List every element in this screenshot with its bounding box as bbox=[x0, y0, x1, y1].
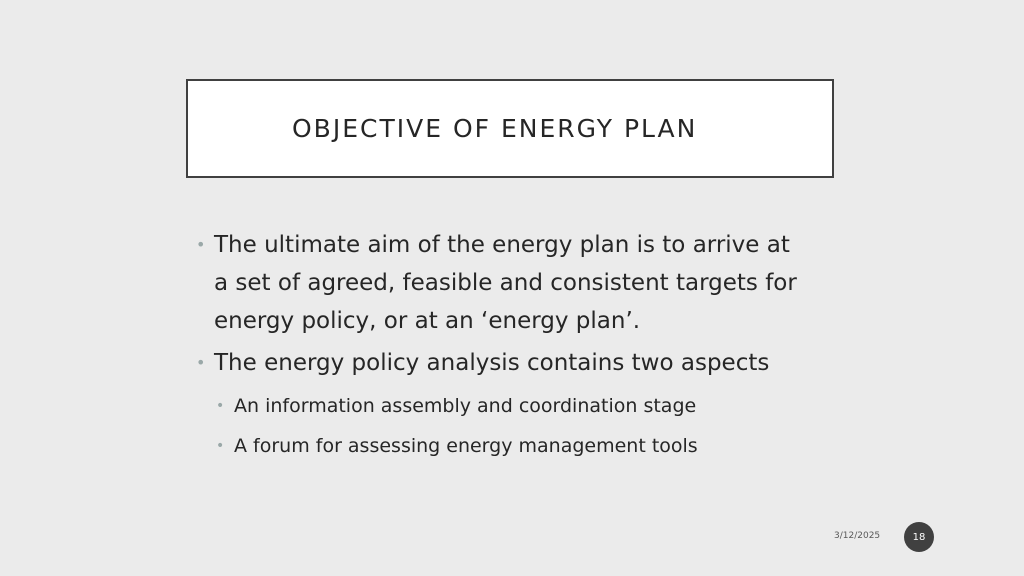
sub-bullet-text: A forum for assessing energy management tools bbox=[234, 435, 698, 457]
bullet-dot-icon: • bbox=[196, 235, 206, 254]
bullet-text-line: The ultimate aim of the energy plan is to arrive at bbox=[214, 232, 790, 258]
footer-date: 3/12/2025 bbox=[834, 531, 881, 541]
bullet-text-line: energy policy, or at an ‘energy plan’. bbox=[214, 308, 641, 334]
slide-title: OBJECTIVE OF ENERGY PLAN bbox=[292, 114, 698, 143]
sub-bullet-item bbox=[194, 386, 834, 426]
sub-bullet-dot-icon: • bbox=[216, 438, 225, 454]
bullet-dot-icon: • bbox=[196, 353, 206, 372]
bullet-text-line: The energy policy analysis contains two aspects bbox=[214, 350, 770, 376]
bullet-text-line: a set of agreed, feasible and consistent targets for bbox=[214, 270, 797, 296]
sub-bullet-dot-icon: • bbox=[216, 398, 225, 414]
bullet-item bbox=[194, 226, 834, 340]
page-number-badge: 18 bbox=[904, 522, 934, 552]
sub-bullet-text: An information assembly and coordination stage bbox=[234, 395, 697, 417]
title-box bbox=[186, 79, 834, 178]
content-body bbox=[194, 226, 834, 466]
sub-bullet-item bbox=[194, 426, 834, 466]
bullet-item bbox=[194, 344, 834, 382]
